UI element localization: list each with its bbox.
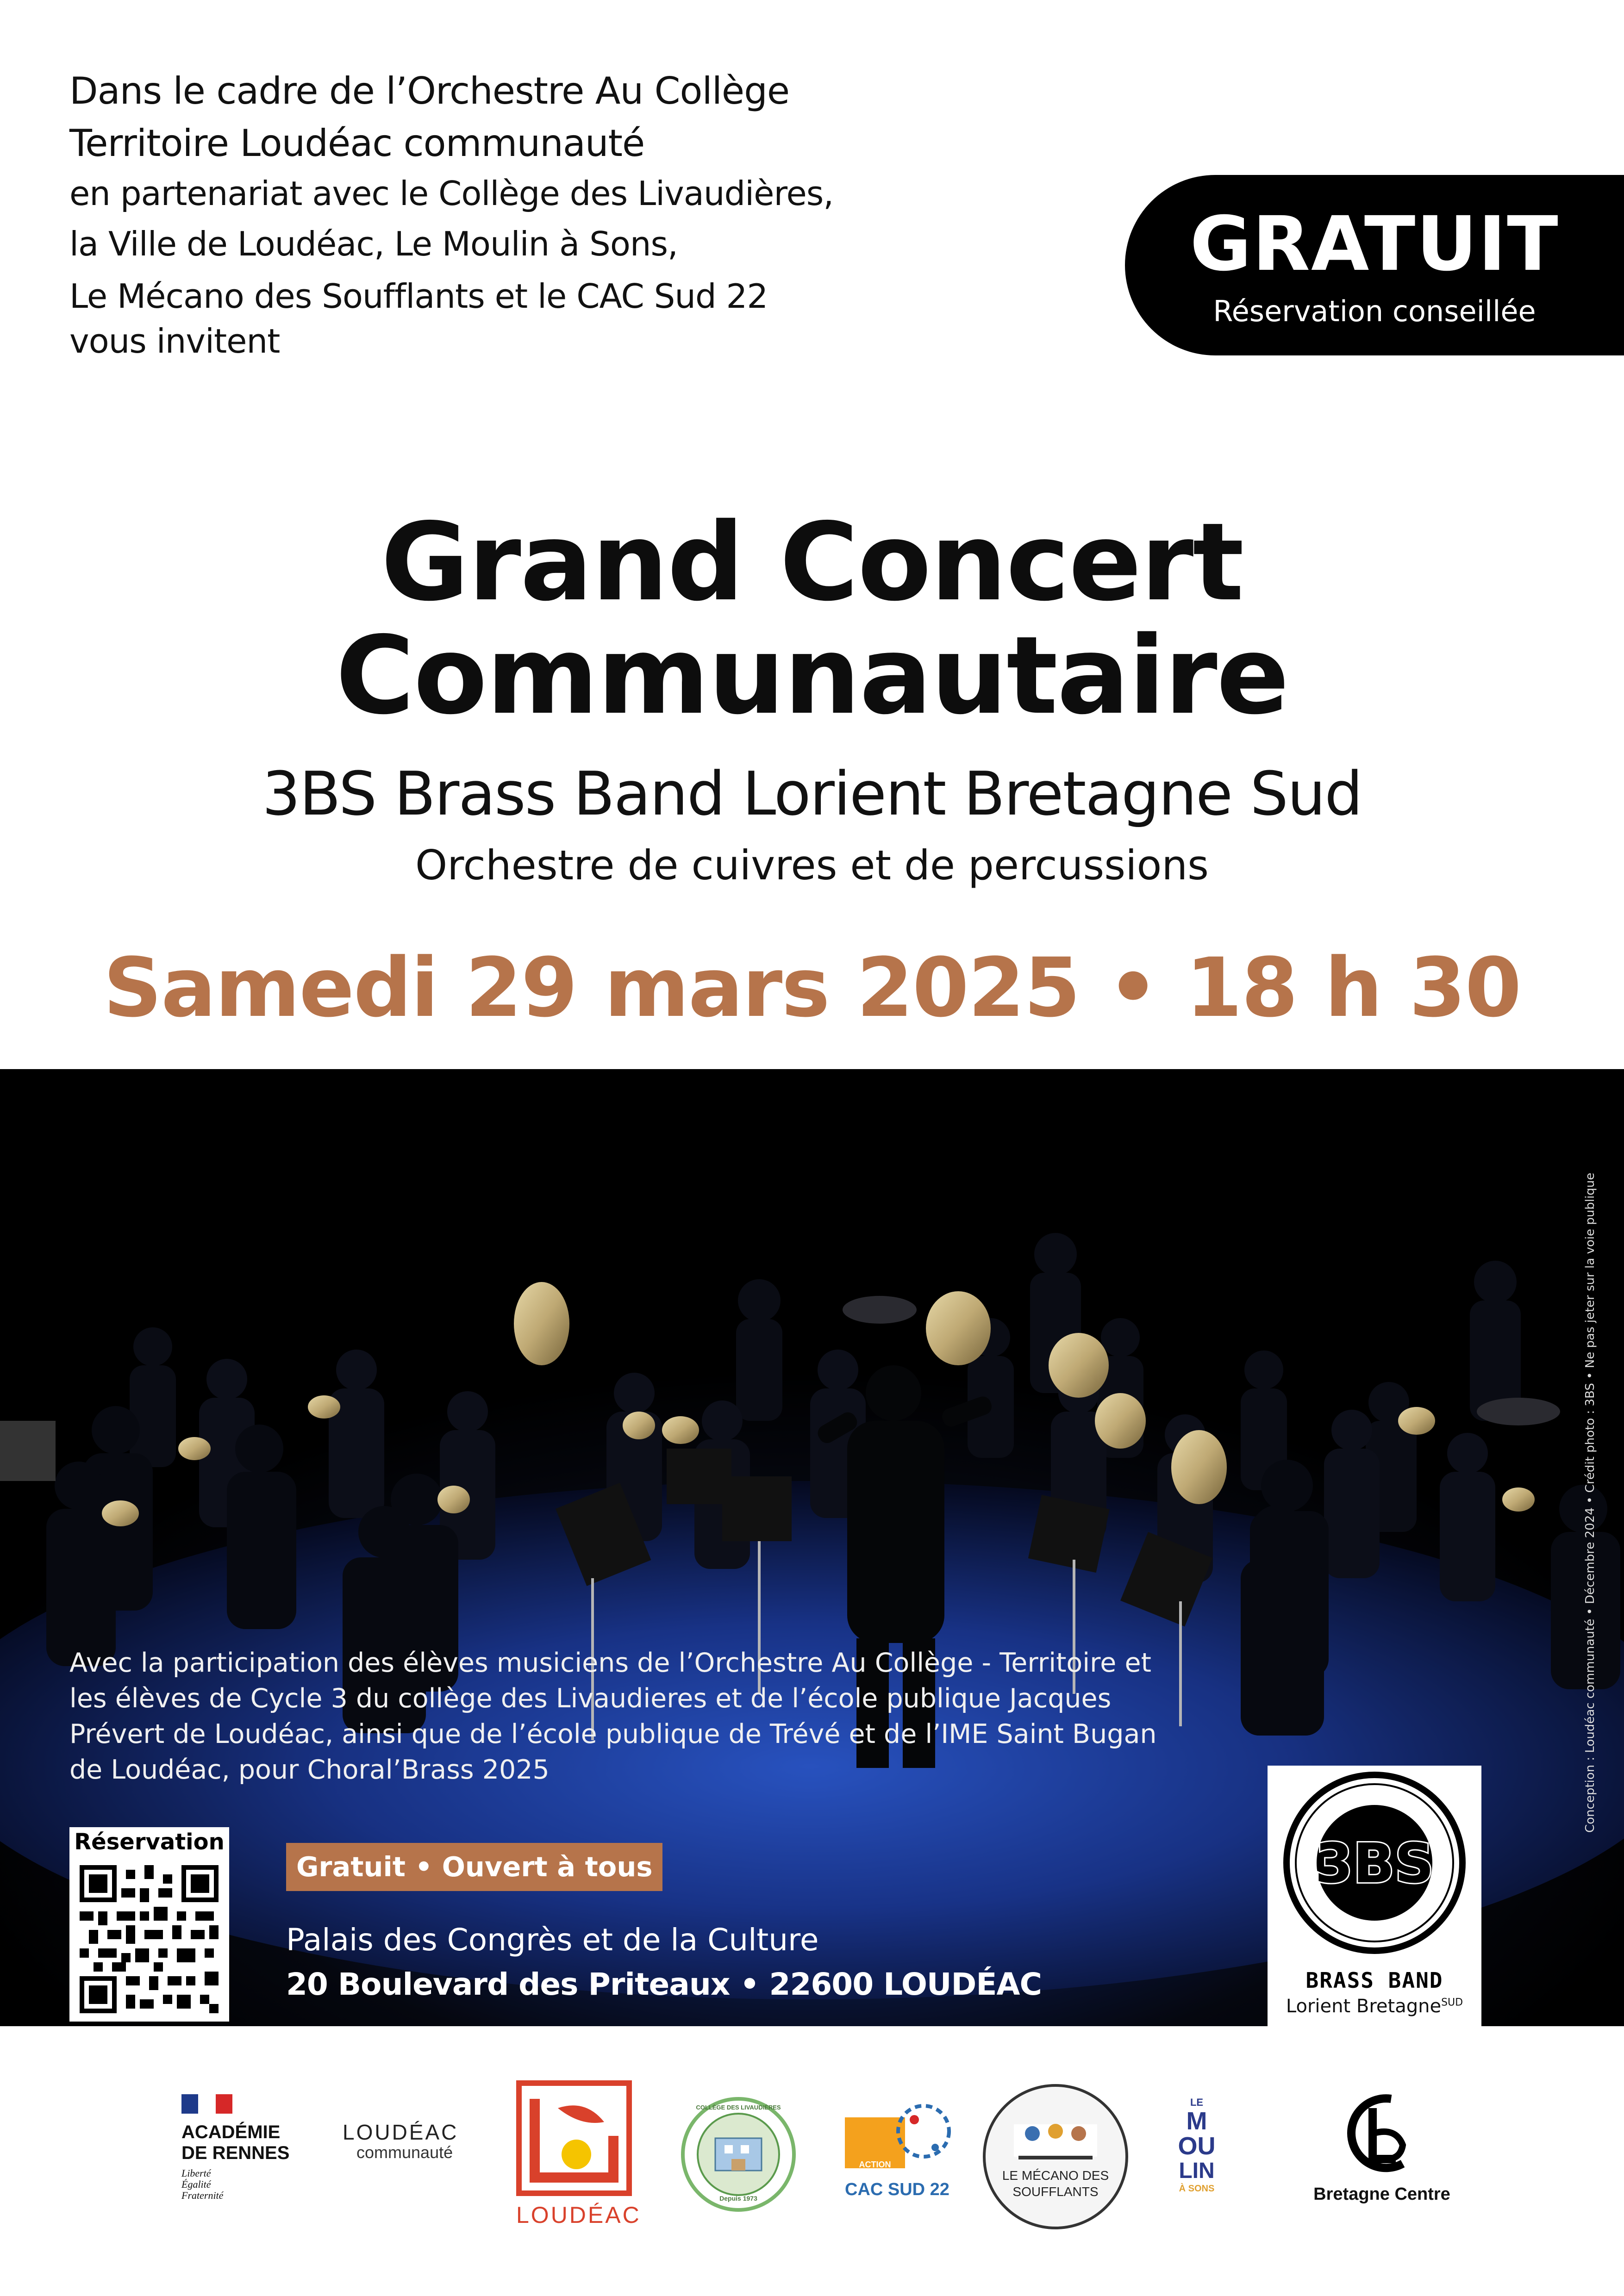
- logo-cac-sud-22: [845, 2103, 956, 2210]
- intro-text: [69, 65, 1018, 360]
- moulin-l3: OU: [1178, 2132, 1216, 2160]
- gratuit-badge: [1125, 175, 1624, 355]
- badge-title: GRATUIT: [1190, 201, 1559, 288]
- 3bs-emblem-icon: [1268, 1766, 1481, 1965]
- free-tag: Gratuit • Ouvert à tous: [286, 1843, 662, 1891]
- academie-motto3: Fraternité: [181, 2190, 224, 2201]
- intro-line: vous invitent: [69, 322, 280, 361]
- participation-line: Avec la participation des élèves musiciens de l’Orchestre Au Collège - Territoire et: [69, 1648, 1151, 1678]
- event-date: Samedi 29 mars 2025 • 18 h 30: [103, 940, 1521, 1035]
- logo-moulin-a-sons: [1171, 2097, 1222, 2212]
- band-logo-line2: [1268, 1996, 1481, 2017]
- logo-college-livaudieres: [681, 2097, 796, 2212]
- intro-line: en partenariat avec le Collège des Livaudières,: [69, 174, 834, 213]
- loudeac-town-icon: [516, 2080, 632, 2196]
- reservation-qr[interactable]: [69, 1827, 229, 2022]
- bretagne-centre-mark-icon: [1303, 2090, 1461, 2182]
- moulin-l1: LE: [1190, 2097, 1204, 2108]
- event-description: Orchestre de cuivres et de percussions: [415, 841, 1209, 889]
- intro-line: Dans le cadre de l’Orchestre Au Collège: [69, 69, 790, 112]
- reservation-label: Réservation: [74, 1829, 225, 1855]
- band-logo-sup: SUD: [1441, 1997, 1463, 2009]
- academie-line2: DE RENNES: [181, 2143, 290, 2163]
- logo-academie-rennes: [181, 2094, 306, 2201]
- logo-loudeac-communaute: [343, 2120, 472, 2171]
- badge-subtitle: Réservation conseillée: [1213, 294, 1536, 328]
- college-bottom-text: Depuis 1973: [719, 2195, 757, 2202]
- logo-mecano-soufflants: [981, 2083, 1130, 2231]
- event-title-line2: Communautaire: [336, 613, 1288, 738]
- participation-line: Prévert de Loudéac, ainsi que de l’école publique de Trévé et de l’IME Saint Bugan: [69, 1719, 1157, 1749]
- logo-bretagne-centre: [1303, 2090, 1461, 2210]
- moulin-l4: LIN: [1179, 2159, 1215, 2183]
- logo-ville-loudeac: [516, 2080, 641, 2233]
- mecano-circle-icon: [981, 2083, 1130, 2231]
- loudeac-com-line1: LOUDÉAC: [343, 2120, 459, 2144]
- band-logo-place: Lorient Bretagne: [1286, 1996, 1442, 2017]
- qr-code-icon[interactable]: [80, 1865, 219, 2013]
- participation-line: les élèves de Cycle 3 du collège des Livaudieres et de l’école publique Jacques: [69, 1683, 1112, 1714]
- band-logo-line1: BRASS BAND: [1305, 1968, 1443, 1993]
- loudeac-com-line2: communauté: [356, 2143, 453, 2162]
- academie-motto1: Liberté: [181, 2167, 211, 2179]
- credit-text: Conception : Loudéac communauté • Décembre 2024 • Crédit photo : 3BS • Ne pas jeter sur la voie publique: [1583, 1172, 1597, 1833]
- bretagne-centre-name: Bretagne Centre: [1313, 2184, 1450, 2204]
- participation-line: de Loudéac, pour Choral’Brass 2025: [69, 1755, 550, 1785]
- mecano-line1: LE MÉCANO DES: [1002, 2168, 1109, 2183]
- event-title-line1: Grand Concert: [381, 500, 1243, 625]
- band-mark: 3BS: [1315, 1831, 1434, 1895]
- cac-line2: CAC SUD 22: [845, 2180, 949, 2199]
- academie-motto2: Égalité: [181, 2178, 211, 2190]
- band-logo: [1268, 1766, 1481, 2028]
- intro-line: la Ville de Loudéac, Le Moulin à Sons,: [69, 224, 678, 263]
- venue-address: 20 Boulevard des Priteaux • 22600 LOUDÉAC: [286, 1966, 1042, 2002]
- participation-text: [69, 1645, 1171, 1788]
- marianne-flag-icon: [181, 2094, 232, 2114]
- moulin-l2: M: [1186, 2107, 1207, 2135]
- cac-line1: ACTION CULTURELLE: [847, 2160, 903, 2179]
- venue-name: Palais des Congrès et de la Culture: [286, 1922, 819, 1958]
- event-subtitle: 3BS Brass Band Lorient Bretagne Sud: [262, 759, 1362, 829]
- ville-loudeac-name: LOUDÉAC: [516, 2202, 641, 2228]
- partner-logos: [0, 2069, 1624, 2228]
- college-top-text: COLLÈGE DES LIVAUDIÈRES: [696, 2104, 781, 2111]
- mecano-line2: SOUFFLANTS: [1012, 2184, 1099, 2199]
- intro-line: Le Mécano des Soufflants et le CAC Sud 22: [69, 277, 768, 316]
- intro-line: Territoire Loudéac communauté: [69, 122, 645, 165]
- academie-line1: ACADÉMIE: [181, 2122, 281, 2142]
- moulin-l5: À SONS: [1179, 2184, 1215, 2194]
